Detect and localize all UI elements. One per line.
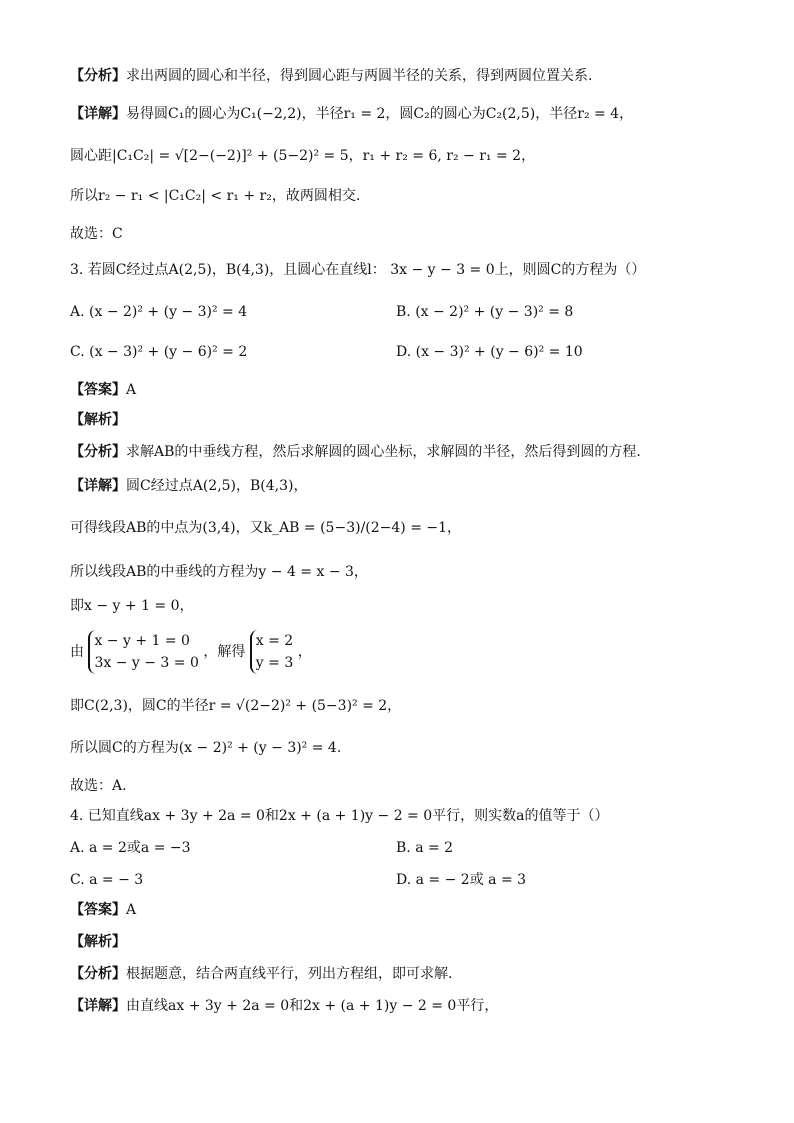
line-25: 【分析】根据题意，结合两直线平行，列出方程组，即可求解.	[70, 966, 453, 982]
line-26: 【详解】由直线ax + 3y + 2a = 0和2x + (a + 1)y − 2 = 0平行，	[70, 998, 499, 1014]
option-3d: D. (x − 3)² + (y − 6)² = 10	[396, 344, 583, 360]
line-15: 即x − y + 1 = 0，	[70, 598, 194, 614]
line-19: 故选：A.	[70, 778, 127, 794]
question-4: 4. 已知直线ax + 3y + 2a = 0和2x + (a + 1)y − 2 = 0平行，则实数a的值等于（）	[70, 808, 609, 824]
line-18: 所以圆C的方程为(x − 2)² + (y − 3)² = 4.	[70, 740, 342, 756]
question-3: 3. 若圆C经过点A(2,5)，B(4,3)，且圆心在直线l： 3x − y − 3 = 0上，则圆C的方程为（）	[70, 262, 646, 278]
line-12: 【详解】圆C经过点A(2,5)，B(4,3)，	[70, 478, 308, 494]
option-4c: C. a = − 3	[70, 872, 144, 888]
option-4b: B. a = 2	[396, 840, 454, 856]
line-4: 所以r₂ − r₁ < |C₁C₂| < r₁ + r₂，故两圆相交.	[70, 188, 361, 204]
line-13: 可得线段AB的中点为(3,4)，又k_AB = (5−3)/(2−4) = −1，	[70, 520, 462, 536]
line-11: 【分析】求解AB的中垂线方程，然后求解圆的圆心坐标，求解圆的半径，然后得到圆的方程.	[70, 444, 641, 460]
line-14: 所以线段AB的中垂线的方程为y − 4 = x − 3，	[70, 564, 368, 580]
answer-4: 【答案】A	[70, 902, 137, 918]
line-1: 【分析】求出两圆的圆心和半径，得到圆心距与两圆半径的关系，得到两圆位置关系.	[70, 68, 593, 84]
line-17: 即C(2,3)，圆C的半径r = √(2−2)² + (5−3)² = 2，	[70, 698, 402, 714]
line-5: 故选：C	[70, 226, 123, 242]
system-line: 由 x − y + 1 = 0 3x − y − 3 = 0 ，解得 x = 2 y = 3 ，	[70, 630, 312, 674]
line-3: 圆心距|C₁C₂| = √[2−(−2)]² + (5−2)² = 5，r₁ + r₂ = 6, r₂ − r₁ = 2，	[70, 148, 536, 164]
solution-system: x = 2 y = 3	[250, 630, 293, 674]
analysis-label-3: 【解析】	[70, 412, 126, 428]
option-3c: C. (x − 3)² + (y − 6)² = 2	[70, 344, 248, 360]
option-3a: A. (x − 2)² + (y − 3)² = 4	[70, 304, 248, 320]
option-4a: A. a = 2或a = −3	[70, 840, 191, 856]
option-3b: B. (x − 2)² + (y − 3)² = 8	[396, 304, 574, 320]
option-4d: D. a = − 2或 a = 3	[396, 872, 527, 888]
equation-system: x − y + 1 = 0 3x − y − 3 = 0	[88, 630, 198, 674]
analysis-label-4: 【解析】	[70, 934, 126, 950]
answer-3: 【答案】A	[70, 382, 137, 398]
line-2: 【详解】易得圆C₁的圆心为C₁(−2,2)，半径r₁ = 2，圆C₂的圆心为C₂(2,5)，半径r₂ = 4，	[70, 106, 634, 122]
